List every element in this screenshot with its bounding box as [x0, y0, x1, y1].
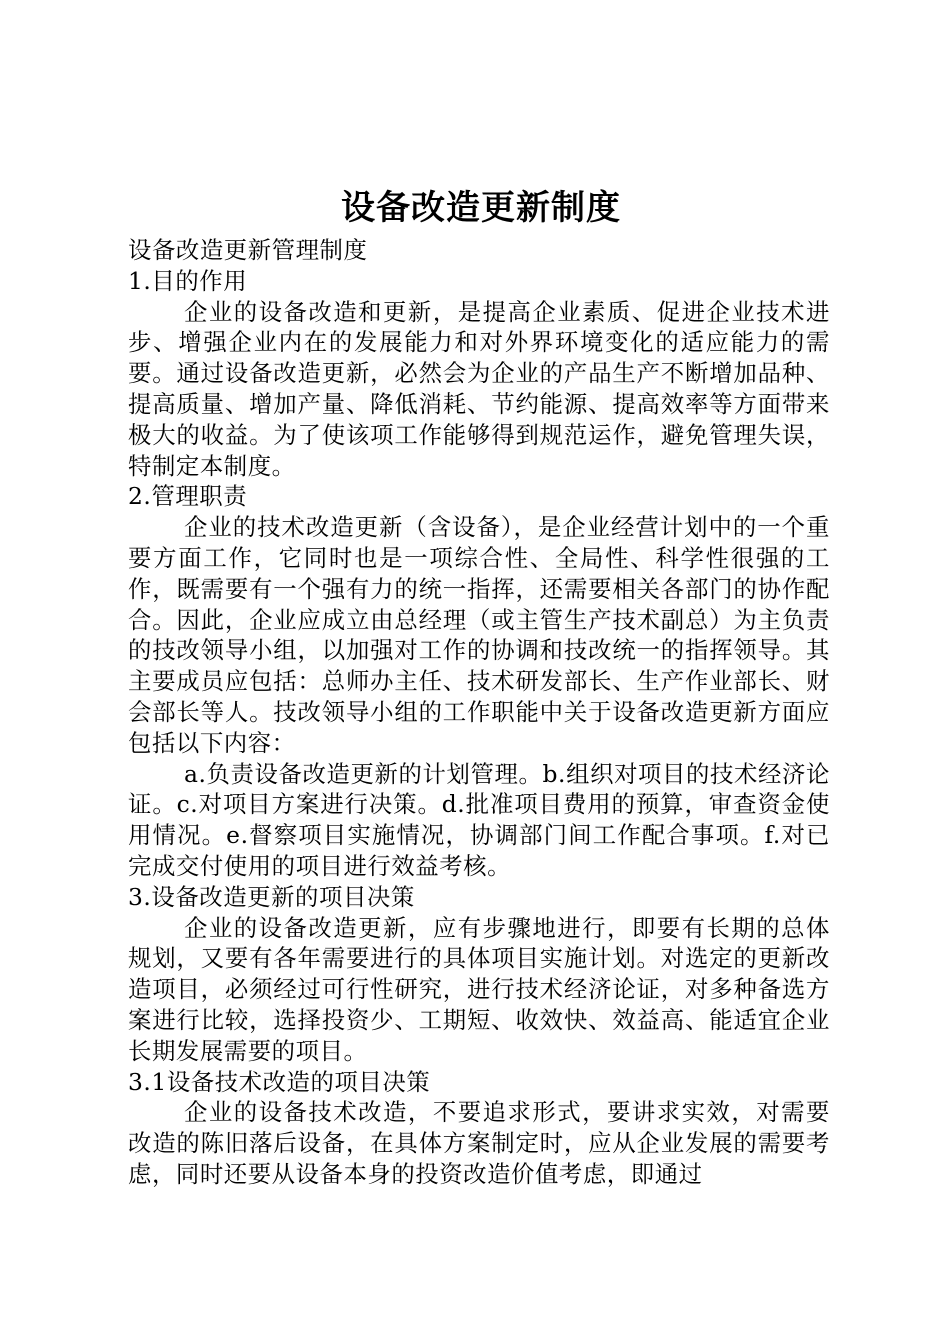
document-title: 设备改造更新制度: [341, 188, 621, 228]
section-heading-purpose: 1.目的作用: [128, 266, 248, 295]
paragraph-project-decision: 企业的设备改造更新，应有步骤地进行，即要有长期的总体规划，又要有各年需要进行的具体项目实施计划。对选定的更新改造项目，必须经过可行性研究，进行技术经济论证，对多种备选方案进行比较，选择投资少、工期短、收效快、效益高、能适宜企业长期发展需要的项目。: [128, 913, 830, 1065]
section-heading-responsibilities: 2.管理职责: [128, 482, 248, 511]
section-heading-management-system: 设备改造更新管理制度: [128, 236, 368, 264]
paragraph-responsibilities: 企业的技术改造更新（含设备），是企业经营计划中的一个重要方面工作，它同时也是一项综合性、全局性、科学性很强的工作，既需要有一个强有力的统一指挥，还需要相关各部门的协作配合。因此，企业应成立由总经理（或主管生产技术副总）为主负责的技改领导小组，以加强对工作的协调和技改统一的指挥领导。其主要成员应包括：总师办主任、技术研发部长、生产作业部长、财会部长等人。技改领导小组的工作职能中关于设备改造更新方面应包括以下内容：: [128, 513, 830, 757]
paragraph-purpose: 企业的设备改造和更新，是提高企业素质、促进企业技术进步、增强企业内在的发展能力和对外界环境变化的适应能力的需要。通过设备改造更新，必然会为企业的产品生产不断增加品种、提高质量、增加产量、降低消耗、节约能源、提高效率等方面带来极大的收益。为了使该项工作能够得到规范运作，避免管理失误，特制定本制度。: [128, 297, 830, 480]
section-heading-tech-renovation: 3.1设备技术改造的项目决策: [128, 1067, 431, 1096]
paragraph-tech-renovation: 企业的设备技术改造，不要追求形式，要讲求实效，对需要改造的陈旧落后设备，在具体方案制定时，应从企业发展的需要考虑，同时还要从设备本身的投资改造价值考虑，即通过: [128, 1098, 830, 1188]
section-heading-project-decision: 3.设备改造更新的项目决策: [128, 882, 415, 911]
paragraph-duty-list: a.负责设备改造更新的计划管理。b.组织对项目的技术经济论证。c.对项目方案进行决策。d.批准项目费用的预算，审查资金使用情况。e.督察项目实施情况，协调部门间工作配合事项。f.对已完成交付使用的项目进行效益考核。: [128, 759, 830, 880]
document-body: [128, 235, 830, 1190]
